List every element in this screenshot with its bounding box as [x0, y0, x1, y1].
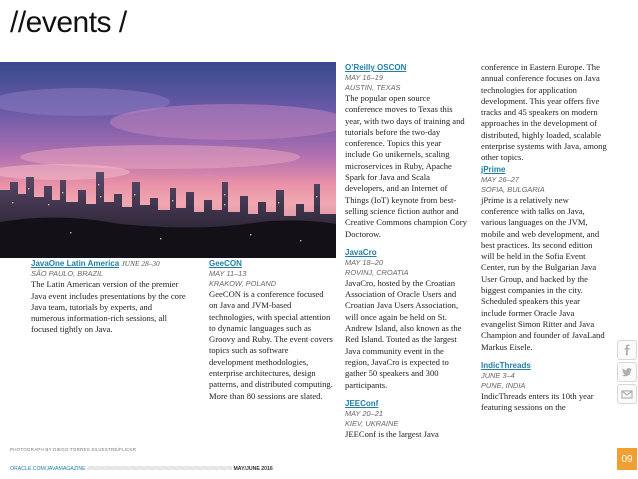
- event-name[interactable]: JavaCro: [345, 247, 377, 257]
- page-title: //events /: [10, 6, 127, 39]
- events-column-3: [345, 62, 467, 447]
- event-date: MAY 18–20: [345, 257, 383, 267]
- event-date: MAY 11–13: [209, 269, 247, 278]
- footer-divider: ///////////////////////////////////////////////////////////////////////////////////////////////////////////////////////////////: [87, 466, 233, 472]
- event-geecon: [209, 258, 333, 402]
- email-icon[interactable]: [617, 384, 637, 404]
- event-location: AUSTIN, TEXAS: [345, 83, 401, 92]
- event-oscon: [345, 62, 467, 240]
- twitter-icon[interactable]: [617, 362, 637, 382]
- event-description: The popular open source conference moves to Texas this year, with two days of training and tutorials before the two-day conference. Topics this year include Go unikernels, scaling microservices in Ruby, Apache Spark for Java and Scala developers, and an Internet of Things (IoT) keynote from best-selling science fiction author and Creative Commons champion Cory Doctorow.: [345, 93, 467, 239]
- event-location: SÃO PAULO, BRAZIL: [31, 269, 104, 279]
- event-date: JUNE 3–4: [481, 370, 515, 380]
- event-name[interactable]: JEEConf: [345, 398, 379, 408]
- event-date: JUNE 28–30: [121, 259, 160, 268]
- events-column-4: [481, 62, 607, 420]
- event-date: MAY 16–19: [345, 73, 383, 82]
- event-location: KRAKOW, POLAND: [209, 279, 277, 288]
- event-javaone: [31, 258, 186, 336]
- event-name[interactable]: jPrime: [481, 164, 506, 174]
- city-sunset-photo: [0, 62, 336, 258]
- facebook-icon[interactable]: [617, 340, 637, 360]
- event-name[interactable]: IndicThreads: [481, 360, 531, 370]
- event-jeeconf: [345, 398, 467, 440]
- event-description: jPrime is a relatively new conference with talks on Java, various languages on the JVM, mobile and web development, and best practices. Its second edition will be held in the Sofia Event Center, run by the Bulgarian Java User Group, and backed by the biggest companies in the city. Scheduled speakers this year include former Oracle Java evangelist Simon Ritter and Java Champion and founder of JavaLand Markus Eisele.: [481, 194, 605, 352]
- event-indicthreads: [481, 360, 607, 414]
- event-description: The Latin American version of the premier Java event includes presentations by the core Java team, tutorials by experts, and numerous information-rich sessions, all focused tightly on Java.: [31, 279, 186, 335]
- event-location: ROVINJ, CROATIA: [345, 267, 409, 277]
- event-location: PUNE, INDIA: [481, 380, 526, 390]
- event-javacro: [345, 247, 467, 391]
- event-description: IndicThreads enters its 10th year featuring sessions on the: [481, 390, 594, 413]
- event-description: GeeCON is a conference focused on Java and JVM-based technologies, with special attention to dynamic languages such as Groovy and Ruby. The event covers topics such as software development methodologies, enterprise architectures, design patterns, and distributed computing. More than 80 sessions are slated.: [209, 289, 333, 401]
- event-name[interactable]: O’Reilly OSCON: [345, 63, 407, 72]
- footer: [10, 466, 570, 472]
- event-description: JavaCro, hosted by the Croatian Association of Oracle Users and Croatian Java Users Association, will once again be held on St. Andrew Island, also known as the Red Island. Touted as the largest Java community event in the region, JavaCro is expected to gather 50 speakers and 300 participants.: [345, 277, 462, 390]
- event-date: MAY 20–21: [345, 408, 383, 418]
- event-jprime: [481, 164, 607, 353]
- event-location: KIEV, UKRAINE: [345, 418, 399, 428]
- event-name[interactable]: JavaOne Latin America: [31, 259, 120, 268]
- footer-issue: MAY/JUNE 2016: [233, 466, 273, 472]
- event-location: SOFIA, BULGARIA: [481, 184, 545, 194]
- event-name[interactable]: GeeCON: [209, 259, 242, 268]
- footer-site-link[interactable]: ORACLE.COM/JAVAMAGAZINE: [10, 466, 86, 472]
- jeeconf-continued-text: conference in Eastern Europe. The annual conference focuses on Java technologies for application development. This year offers five tracks and 45 speakers on modern approaches in the development of distributed, highly loaded, scalable enterprise systems with Java, among other topics.: [481, 62, 607, 163]
- event-date: MAY 26–27: [481, 174, 519, 184]
- page-number: 09: [617, 448, 637, 470]
- event-description: JEEConf is the largest Java: [345, 428, 439, 439]
- photo-credit: PHOTOGRAPH BY DIEGO TORRES SILVESTRE/FLICKR: [10, 447, 137, 452]
